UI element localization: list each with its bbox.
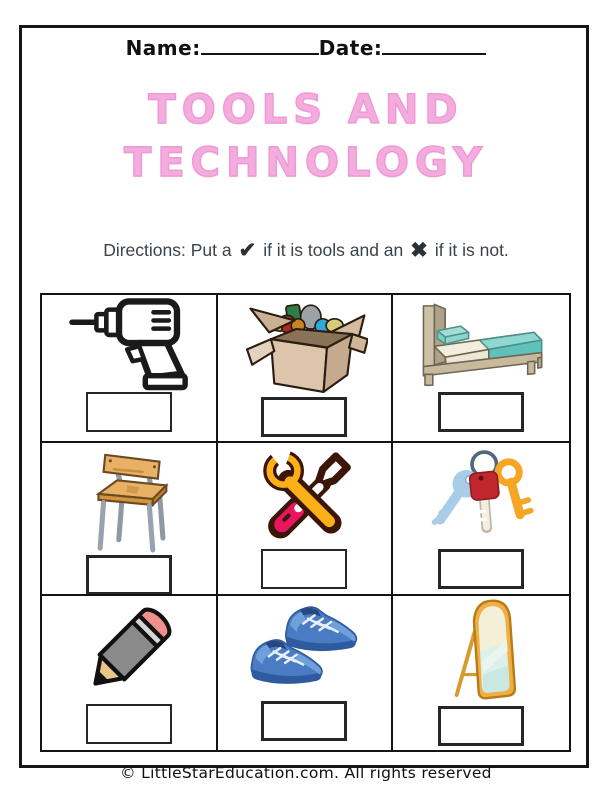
- grid-cell-bed: [393, 295, 569, 443]
- cross-mark-icon: ✖: [410, 239, 428, 262]
- drill-icon: [42, 295, 216, 392]
- answer-box-9[interactable]: [438, 706, 524, 746]
- bed-icon: [393, 295, 569, 392]
- answer-box-3[interactable]: [438, 392, 524, 432]
- title-line-1: TOOLS AND: [148, 87, 464, 133]
- title-line-2: TECHNOLOGY: [124, 140, 488, 187]
- grid-cell-keys: [393, 443, 569, 596]
- answer-box-2[interactable]: [261, 397, 347, 437]
- chair-icon: [42, 443, 216, 555]
- answer-box-6[interactable]: [438, 549, 524, 589]
- grid-cell-drill: [42, 295, 218, 443]
- sneakers-icon: [218, 596, 392, 701]
- mirror-icon: [393, 596, 569, 706]
- directions-text: [0, 237, 612, 262]
- date-blank-line[interactable]: [382, 38, 486, 55]
- name-date-header: [0, 36, 612, 60]
- name-label: Name:: [125, 36, 201, 60]
- name-blank-line[interactable]: [201, 38, 319, 55]
- answer-box-5[interactable]: [261, 549, 347, 589]
- grid-cell-chair: [42, 443, 218, 596]
- answer-box-1[interactable]: [86, 392, 172, 432]
- keys-icon: [393, 443, 569, 549]
- date-label: Date:: [318, 36, 383, 60]
- directions-suffix: if it is not.: [434, 240, 509, 260]
- grid-cell-tools: [218, 443, 394, 596]
- worksheet-title: [0, 84, 612, 190]
- answer-box-8[interactable]: [261, 701, 347, 741]
- grid-cell-mirror: [393, 596, 569, 750]
- box-of-toys-icon: [218, 295, 392, 397]
- directions-middle: if it is tools and an: [263, 240, 404, 260]
- answer-box-4[interactable]: [86, 555, 172, 595]
- wrench-and-screwdriver-icon: [218, 443, 392, 549]
- copyright-footer: © LittleStarEducation.com. All rights reserved: [120, 764, 492, 782]
- items-grid: [40, 293, 571, 752]
- directions-prefix: Directions: Put a: [103, 240, 232, 260]
- pencil-icon: [42, 596, 216, 704]
- grid-cell-pencil: [42, 596, 218, 750]
- answer-box-7[interactable]: [86, 704, 172, 744]
- check-mark-icon: ✔: [238, 239, 257, 262]
- grid-cell-sneakers: [218, 596, 394, 750]
- grid-cell-box-of-toys: [218, 295, 394, 443]
